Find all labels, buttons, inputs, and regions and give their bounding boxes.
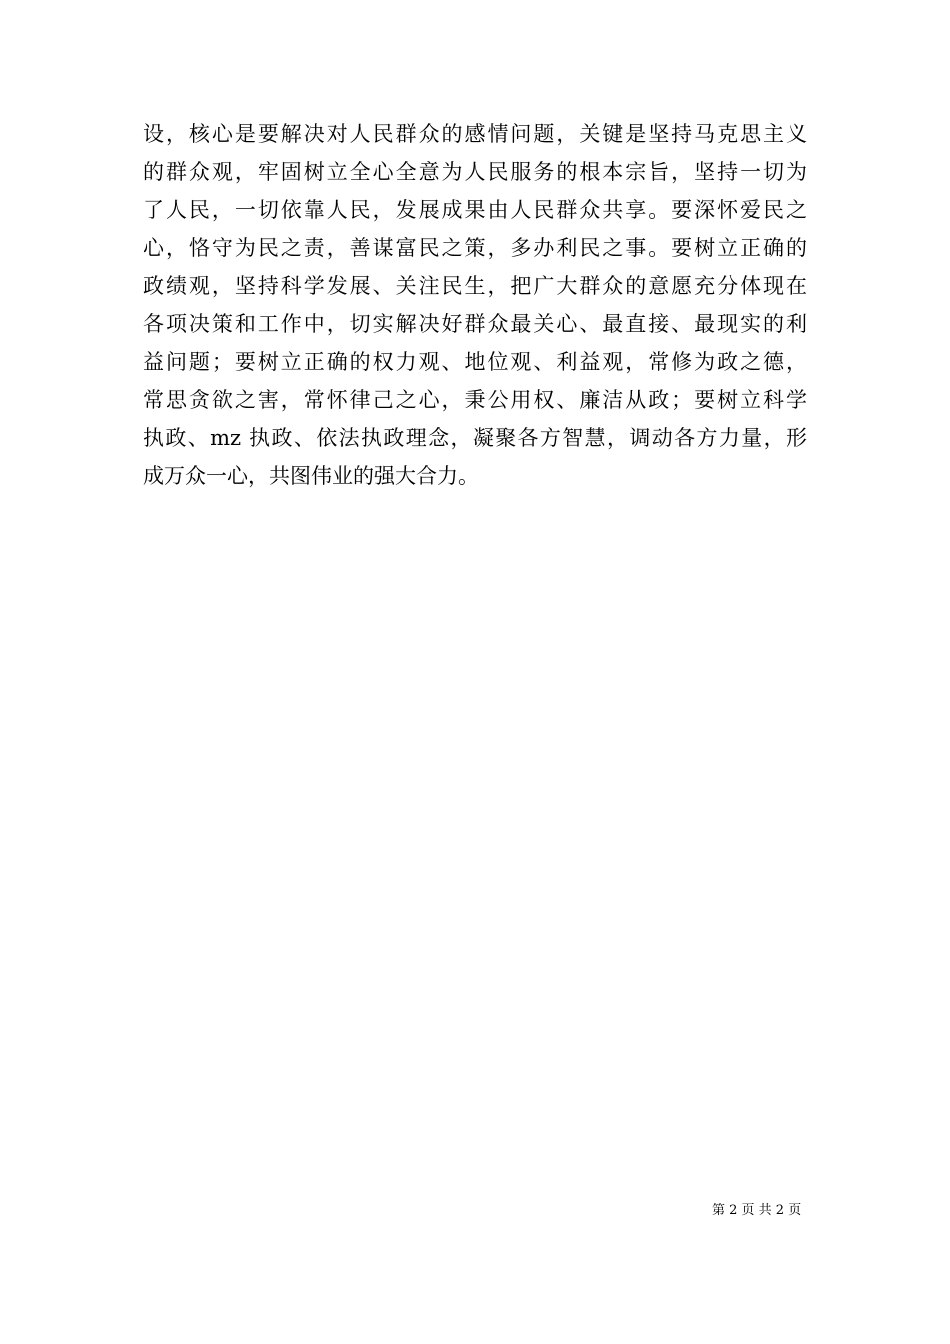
- body-line: 了人民，一切依靠人民，发展成果由人民群众共享。要深怀爱民之: [143, 198, 807, 222]
- page-footer: 第 2 页 共 2 页: [712, 1203, 802, 1218]
- body-line: 设，核心是要解决对人民群众的感情问题，关键是坚持马克思主义: [143, 122, 807, 146]
- body-line: 心，恪守为民之责，善谋富民之策，多办利民之事。要树立正确的: [143, 236, 807, 260]
- body-line: 各项决策和工作中，切实解决好群众最关心、最直接、最现实的利: [143, 312, 807, 336]
- body-line: 的群众观，牢固树立全心全意为人民服务的根本宗旨，坚持一切为: [143, 160, 807, 184]
- body-line: 成万众一心，共图伟业的强大合力。: [143, 464, 479, 488]
- body-paragraph: [143, 115, 807, 495]
- body-line: 执政、mz 执政、依法执政理念，凝聚各方智慧，调动各方力量，形: [143, 426, 807, 450]
- body-line: 益问题；要树立正确的权力观、地位观、利益观，常修为政之德，: [143, 350, 807, 374]
- body-line: 常思贪欲之害，常怀律己之心，秉公用权、廉洁从政；要树立科学: [143, 388, 807, 412]
- body-line: 政绩观，坚持科学发展、关注民生，把广大群众的意愿充分体现在: [143, 274, 807, 298]
